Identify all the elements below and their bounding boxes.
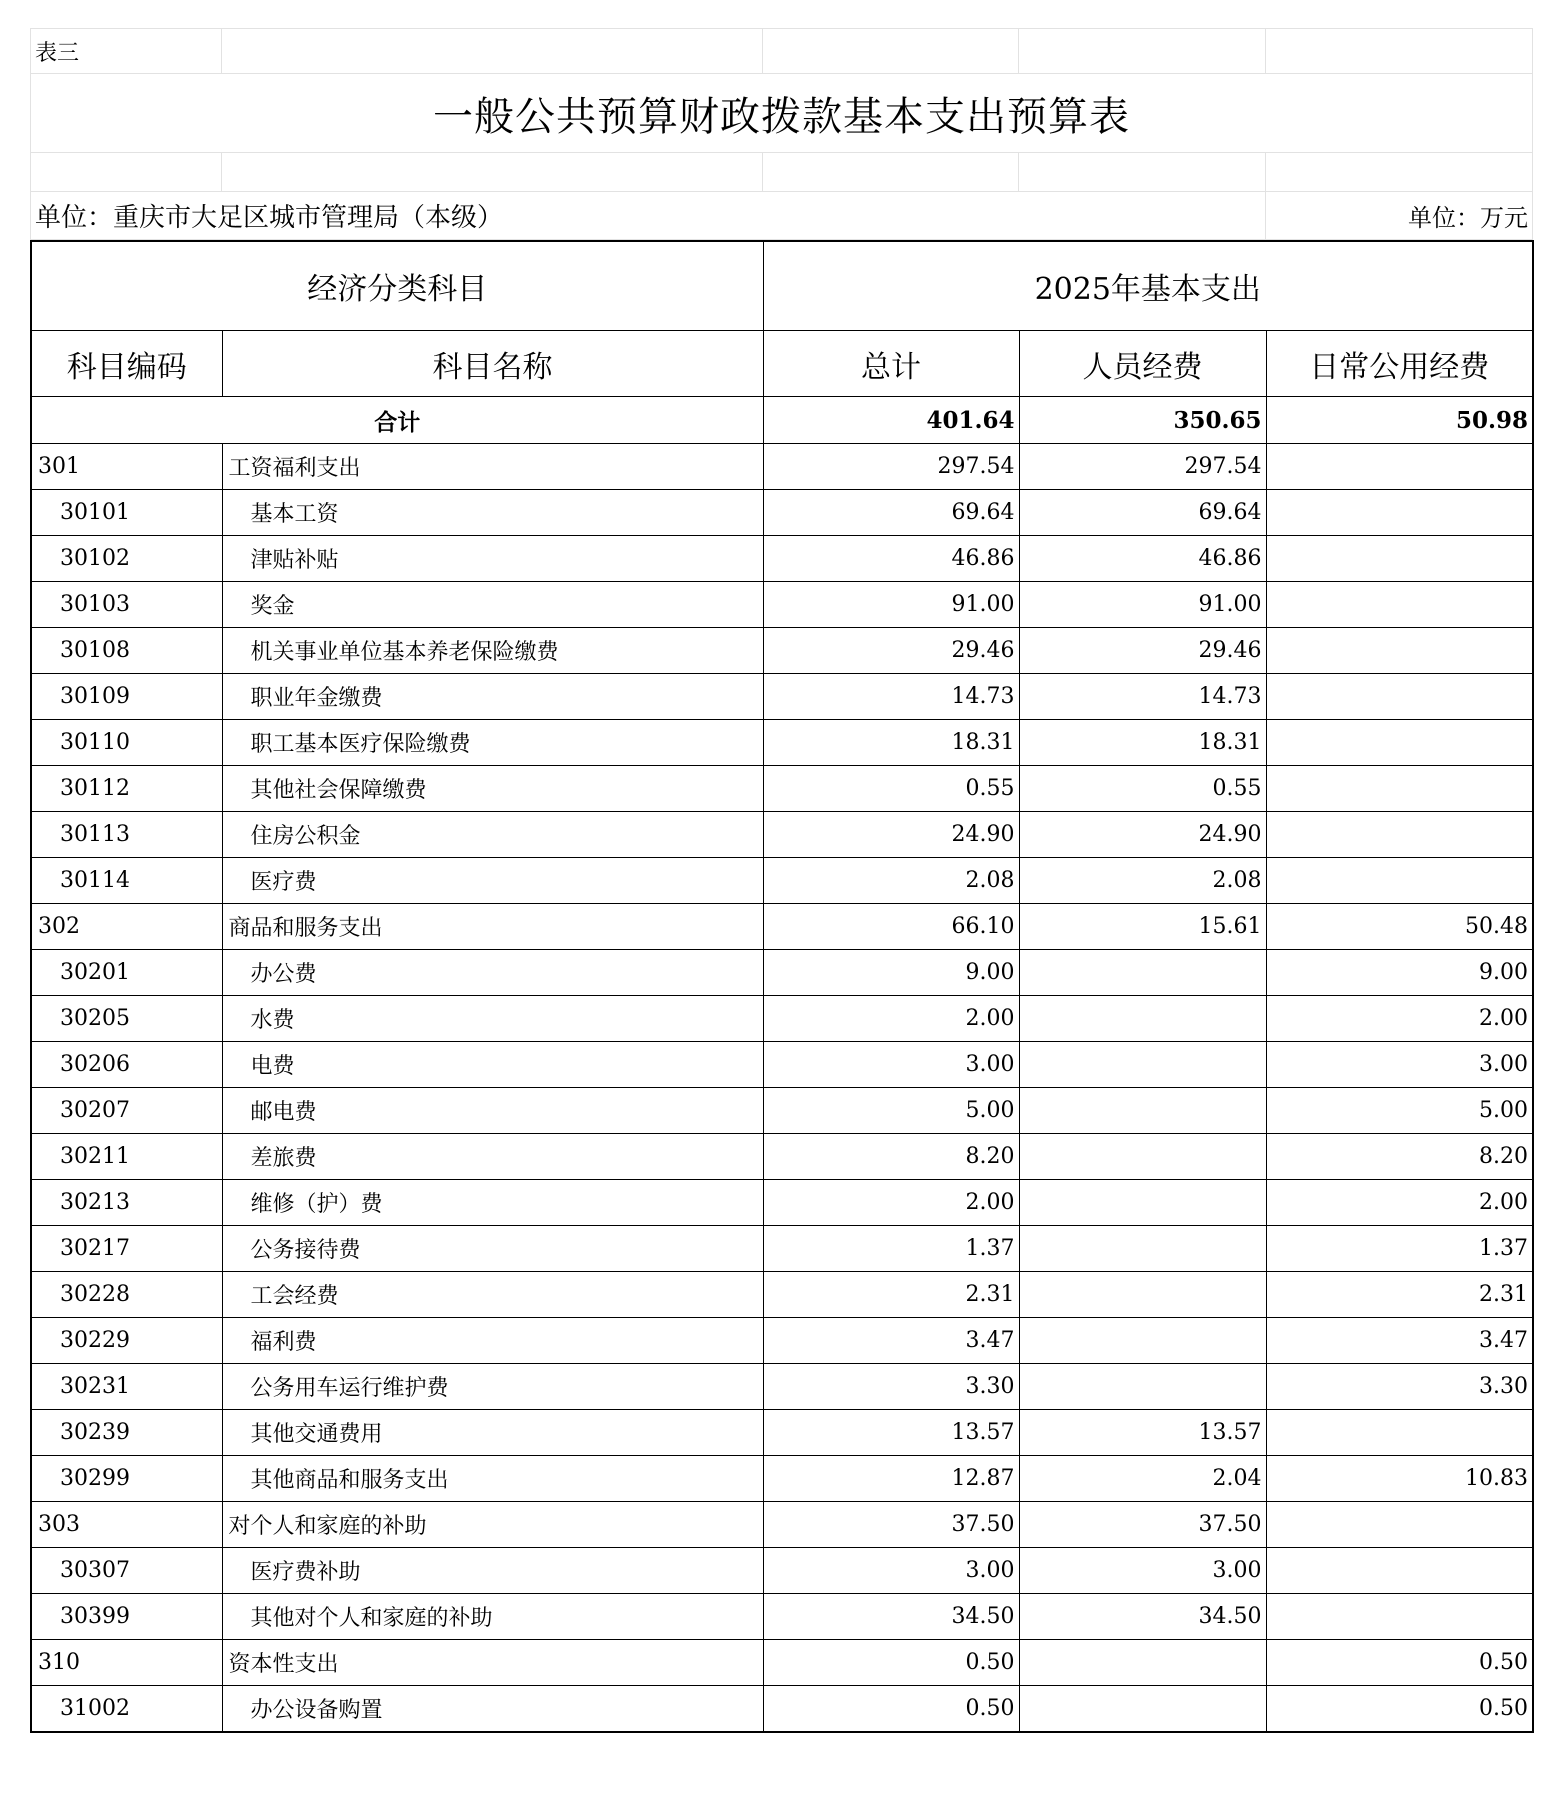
table-row (31, 1318, 1533, 1364)
row-personnel: 29.46 (1019, 628, 1266, 674)
table-row (31, 1410, 1533, 1456)
row-personnel (1019, 1226, 1266, 1272)
row-name: 医疗费 (222, 858, 763, 904)
row-name: 水费 (222, 996, 763, 1042)
total-row (31, 397, 1533, 444)
table-row (31, 950, 1533, 996)
row-public: 1.37 (1266, 1226, 1533, 1272)
row-public: 5.00 (1266, 1088, 1533, 1134)
row-public (1266, 812, 1533, 858)
row-name: 对个人和家庭的补助 (222, 1502, 763, 1548)
row-personnel: 37.50 (1019, 1502, 1266, 1548)
row-code: 30112 (31, 766, 222, 812)
row-personnel: 2.08 (1019, 858, 1266, 904)
table-row (31, 1594, 1533, 1640)
row-public (1266, 1502, 1533, 1548)
row-personnel (1019, 1134, 1266, 1180)
header-total: 总计 (763, 331, 1019, 397)
row-public (1266, 444, 1533, 490)
row-public (1266, 858, 1533, 904)
row-total: 2.00 (763, 1180, 1019, 1226)
table-tag: 表三 (31, 29, 222, 74)
row-public (1266, 536, 1533, 582)
row-public: 3.00 (1266, 1042, 1533, 1088)
row-code: 30114 (31, 858, 222, 904)
row-total: 37.50 (763, 1502, 1019, 1548)
row-name: 商品和服务支出 (222, 904, 763, 950)
row-total: 3.47 (763, 1318, 1019, 1364)
total-personnel: 350.65 (1019, 397, 1266, 444)
row-public: 0.50 (1266, 1640, 1533, 1686)
row-public: 2.00 (1266, 1180, 1533, 1226)
row-personnel (1019, 1088, 1266, 1134)
table-row (31, 812, 1533, 858)
row-total: 69.64 (763, 490, 1019, 536)
row-code: 30206 (31, 1042, 222, 1088)
row-name: 其他交通费用 (222, 1410, 763, 1456)
row-personnel: 34.50 (1019, 1594, 1266, 1640)
row-total: 18.31 (763, 720, 1019, 766)
row-public: 3.30 (1266, 1364, 1533, 1410)
row-code: 30213 (31, 1180, 222, 1226)
row-code: 30228 (31, 1272, 222, 1318)
budget-table (30, 240, 1534, 1733)
row-personnel (1019, 996, 1266, 1042)
row-code: 30205 (31, 996, 222, 1042)
row-code: 30229 (31, 1318, 222, 1364)
row-personnel: 14.73 (1019, 674, 1266, 720)
row-name: 其他社会保障缴费 (222, 766, 763, 812)
row-personnel: 15.61 (1019, 904, 1266, 950)
table-row (31, 858, 1533, 904)
row-personnel: 18.31 (1019, 720, 1266, 766)
row-total: 13.57 (763, 1410, 1019, 1456)
row-name: 医疗费补助 (222, 1548, 763, 1594)
row-name: 机关事业单位基本养老保险缴费 (222, 628, 763, 674)
row-total: 2.31 (763, 1272, 1019, 1318)
table-row (31, 536, 1533, 582)
table-row (31, 1640, 1533, 1686)
table-row (31, 720, 1533, 766)
row-total: 91.00 (763, 582, 1019, 628)
row-name: 津贴补贴 (222, 536, 763, 582)
table-row (31, 1364, 1533, 1410)
row-total: 29.46 (763, 628, 1019, 674)
sheet-preamble (30, 28, 1533, 240)
row-code: 30201 (31, 950, 222, 996)
row-personnel: 69.64 (1019, 490, 1266, 536)
row-total: 8.20 (763, 1134, 1019, 1180)
row-name: 其他对个人和家庭的补助 (222, 1594, 763, 1640)
budget-sheet (30, 28, 1532, 1733)
row-personnel: 13.57 (1019, 1410, 1266, 1456)
row-name: 办公设备购置 (222, 1686, 763, 1733)
row-name: 工资福利支出 (222, 444, 763, 490)
page-title: 一般公共预算财政拨款基本支出预算表 (31, 74, 1533, 153)
row-total: 3.00 (763, 1548, 1019, 1594)
row-public (1266, 720, 1533, 766)
row-name: 办公费 (222, 950, 763, 996)
table-row (31, 628, 1533, 674)
table-row (31, 674, 1533, 720)
row-personnel: 2.04 (1019, 1456, 1266, 1502)
row-total: 9.00 (763, 950, 1019, 996)
row-name: 邮电费 (222, 1088, 763, 1134)
row-code: 30399 (31, 1594, 222, 1640)
row-code: 30217 (31, 1226, 222, 1272)
row-code: 30108 (31, 628, 222, 674)
row-total: 66.10 (763, 904, 1019, 950)
row-total: 0.50 (763, 1640, 1019, 1686)
row-personnel (1019, 1364, 1266, 1410)
table-row (31, 1042, 1533, 1088)
table-row (31, 1686, 1533, 1733)
row-public (1266, 628, 1533, 674)
table-row (31, 1180, 1533, 1226)
row-total: 2.08 (763, 858, 1019, 904)
header-personnel: 人员经费 (1019, 331, 1266, 397)
row-personnel (1019, 1318, 1266, 1364)
row-code: 30231 (31, 1364, 222, 1410)
table-row (31, 1272, 1533, 1318)
row-total: 24.90 (763, 812, 1019, 858)
row-code: 30109 (31, 674, 222, 720)
row-name: 住房公积金 (222, 812, 763, 858)
table-row (31, 766, 1533, 812)
row-public (1266, 582, 1533, 628)
table-row (31, 1456, 1533, 1502)
unit-currency: 单位：万元 (1266, 192, 1533, 240)
row-public: 2.31 (1266, 1272, 1533, 1318)
table-row (31, 582, 1533, 628)
row-name: 电费 (222, 1042, 763, 1088)
row-name: 公务接待费 (222, 1226, 763, 1272)
row-personnel (1019, 1272, 1266, 1318)
header-code: 科目编码 (31, 331, 222, 397)
row-personnel (1019, 950, 1266, 996)
table-row (31, 1226, 1533, 1272)
row-name: 工会经费 (222, 1272, 763, 1318)
row-total: 5.00 (763, 1088, 1019, 1134)
row-code: 30110 (31, 720, 222, 766)
row-name: 职业年金缴费 (222, 674, 763, 720)
row-personnel: 91.00 (1019, 582, 1266, 628)
row-name: 其他商品和服务支出 (222, 1456, 763, 1502)
header-basic-expenditure: 2025年基本支出 (763, 241, 1533, 331)
table-row (31, 490, 1533, 536)
row-code: 302 (31, 904, 222, 950)
row-total: 2.00 (763, 996, 1019, 1042)
row-code: 30239 (31, 1410, 222, 1456)
table-row (31, 1088, 1533, 1134)
row-public: 8.20 (1266, 1134, 1533, 1180)
total-public: 50.98 (1266, 397, 1533, 444)
row-personnel (1019, 1640, 1266, 1686)
table-row (31, 1134, 1533, 1180)
row-total: 46.86 (763, 536, 1019, 582)
row-public: 10.83 (1266, 1456, 1533, 1502)
row-code: 301 (31, 444, 222, 490)
row-total: 1.37 (763, 1226, 1019, 1272)
row-public (1266, 766, 1533, 812)
row-total: 297.54 (763, 444, 1019, 490)
row-personnel (1019, 1180, 1266, 1226)
row-public: 2.00 (1266, 996, 1533, 1042)
row-code: 30299 (31, 1456, 222, 1502)
row-code: 303 (31, 1502, 222, 1548)
row-total: 14.73 (763, 674, 1019, 720)
row-code: 30207 (31, 1088, 222, 1134)
row-personnel: 297.54 (1019, 444, 1266, 490)
row-code: 31002 (31, 1686, 222, 1733)
row-total: 34.50 (763, 1594, 1019, 1640)
row-total: 0.55 (763, 766, 1019, 812)
total-label: 合计 (31, 397, 763, 444)
row-code: 30102 (31, 536, 222, 582)
row-public (1266, 1410, 1533, 1456)
row-total: 12.87 (763, 1456, 1019, 1502)
row-name: 差旅费 (222, 1134, 763, 1180)
row-code: 30211 (31, 1134, 222, 1180)
row-code: 30101 (31, 490, 222, 536)
row-total: 3.00 (763, 1042, 1019, 1088)
row-personnel (1019, 1686, 1266, 1733)
row-personnel: 0.55 (1019, 766, 1266, 812)
table-row (31, 904, 1533, 950)
row-name: 维修（护）费 (222, 1180, 763, 1226)
table-row (31, 1502, 1533, 1548)
total-sum: 401.64 (763, 397, 1019, 444)
row-public: 50.48 (1266, 904, 1533, 950)
row-total: 0.50 (763, 1686, 1019, 1733)
unit-organization: 单位：重庆市大足区城市管理局（本级） (31, 192, 1266, 240)
row-name: 基本工资 (222, 490, 763, 536)
row-personnel: 46.86 (1019, 536, 1266, 582)
row-name: 资本性支出 (222, 1640, 763, 1686)
table-row (31, 996, 1533, 1042)
row-code: 30113 (31, 812, 222, 858)
table-row (31, 1548, 1533, 1594)
header-public: 日常公用经费 (1266, 331, 1533, 397)
row-code: 30103 (31, 582, 222, 628)
row-name: 公务用车运行维护费 (222, 1364, 763, 1410)
header-economic-classification: 经济分类科目 (31, 241, 763, 331)
row-public (1266, 490, 1533, 536)
row-code: 310 (31, 1640, 222, 1686)
row-personnel: 24.90 (1019, 812, 1266, 858)
row-name: 福利费 (222, 1318, 763, 1364)
header-name: 科目名称 (222, 331, 763, 397)
table-row (31, 444, 1533, 490)
row-code: 30307 (31, 1548, 222, 1594)
row-name: 职工基本医疗保险缴费 (222, 720, 763, 766)
row-personnel: 3.00 (1019, 1548, 1266, 1594)
row-public: 3.47 (1266, 1318, 1533, 1364)
row-public (1266, 1548, 1533, 1594)
row-public: 9.00 (1266, 950, 1533, 996)
row-name: 奖金 (222, 582, 763, 628)
row-total: 3.30 (763, 1364, 1019, 1410)
row-public (1266, 1594, 1533, 1640)
row-public (1266, 674, 1533, 720)
row-personnel (1019, 1042, 1266, 1088)
row-public: 0.50 (1266, 1686, 1533, 1733)
